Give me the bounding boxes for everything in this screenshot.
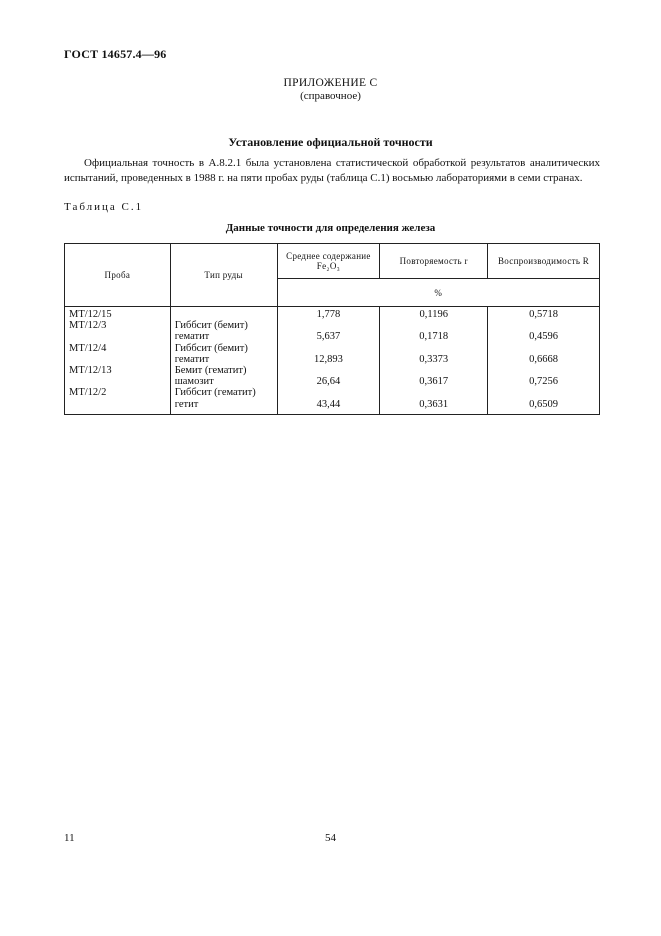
- table-cell: 0,7256: [529, 376, 558, 388]
- table-cell: 26,64: [316, 376, 341, 388]
- repeatability-column: [380, 307, 488, 415]
- table-cell: гетит: [174, 398, 199, 410]
- table-cell: MT/12/3: [69, 320, 107, 332]
- header-reproducibility: Воспроизводимость R: [488, 244, 600, 279]
- table-cell: [282, 320, 376, 331]
- header-mean-content: Среднее содержание Fe₂O₃: [277, 244, 380, 279]
- header-ore-type: Тип руды: [170, 244, 277, 307]
- sample-column: [65, 307, 171, 415]
- table-cell: [69, 376, 166, 387]
- table-cell: [69, 331, 166, 342]
- section-paragraph: Официальная точность в А.8.2.1 была установлена статистической обработкой результатов аналитических испытаний, проведенных в 1988 г. на пяти пробах руды (таблица С.1) восьмью лабораториями в семи странах.: [64, 157, 600, 184]
- reproducibility-column: [488, 307, 600, 415]
- table-cell: [492, 387, 595, 398]
- table-cell: MT/12/4: [69, 342, 107, 354]
- header-sample: Проба: [65, 244, 171, 307]
- table-cell: [175, 309, 273, 320]
- table-row: [65, 307, 600, 415]
- appendix-title: ПРИЛОЖЕНИЕ С: [283, 77, 378, 89]
- table-cell: MT/12/2: [69, 387, 107, 399]
- table-cell: 0,3617: [419, 376, 449, 388]
- table-cell: [384, 387, 483, 398]
- table-cell: 0,5718: [529, 309, 558, 320]
- table-cell: [384, 343, 483, 354]
- table-cell: [492, 343, 595, 354]
- table-cell: гематит: [174, 353, 210, 365]
- table-cell: Гиббсит (бемит): [174, 320, 248, 332]
- table-label: Таблица С.1: [64, 201, 144, 213]
- table-cell: 0,1196: [419, 309, 448, 320]
- table-cell: [69, 354, 166, 365]
- table-cell: [282, 343, 376, 354]
- table-cell: 0,6668: [529, 353, 558, 365]
- table-cell: [282, 387, 376, 398]
- table-cell: 0,4596: [529, 331, 558, 343]
- table-cell: Гиббсит (гематит): [174, 387, 256, 399]
- table-cell: 5,637: [316, 331, 341, 343]
- table-cell: 0,3631: [419, 398, 449, 410]
- table-cell: 0,6509: [529, 398, 558, 410]
- table-cell: гематит: [174, 331, 210, 343]
- header-repeatability: Повторяемость r: [380, 244, 488, 279]
- document-id: ГОСТ 14657.4—96: [64, 47, 167, 61]
- appendix-subtitle: (справочное): [300, 90, 361, 102]
- table-cell: [492, 320, 595, 331]
- mean-content-column: [277, 307, 380, 415]
- table-cell: [282, 365, 376, 376]
- table-cell: Бемит (гематит): [174, 364, 247, 376]
- table-cell: шамозит: [174, 376, 214, 388]
- table-cell: 1,778: [316, 309, 341, 320]
- table-cell: [69, 399, 166, 410]
- table-cell: MT/12/15: [69, 309, 112, 320]
- table-cell: [492, 365, 595, 376]
- table-title: Данные точности для определения железа: [225, 222, 436, 234]
- table-cell: [384, 365, 483, 376]
- table-cell: 0,3373: [419, 353, 449, 365]
- section-heading: Установление официальной точности: [228, 135, 433, 149]
- table-cell: [384, 320, 483, 331]
- header-unit: %: [277, 279, 599, 307]
- table-cell: 43,44: [316, 398, 341, 410]
- table-cell: 12,893: [314, 353, 343, 365]
- table-cell: MT/12/13: [69, 364, 112, 376]
- page-number: 54: [325, 832, 336, 844]
- table-cell: 0,1718: [419, 331, 449, 343]
- ore-type-column: [170, 307, 277, 415]
- precision-table: [64, 243, 600, 415]
- table-cell: Гиббсит (бемит): [174, 342, 248, 354]
- left-page-number: 11: [64, 832, 75, 844]
